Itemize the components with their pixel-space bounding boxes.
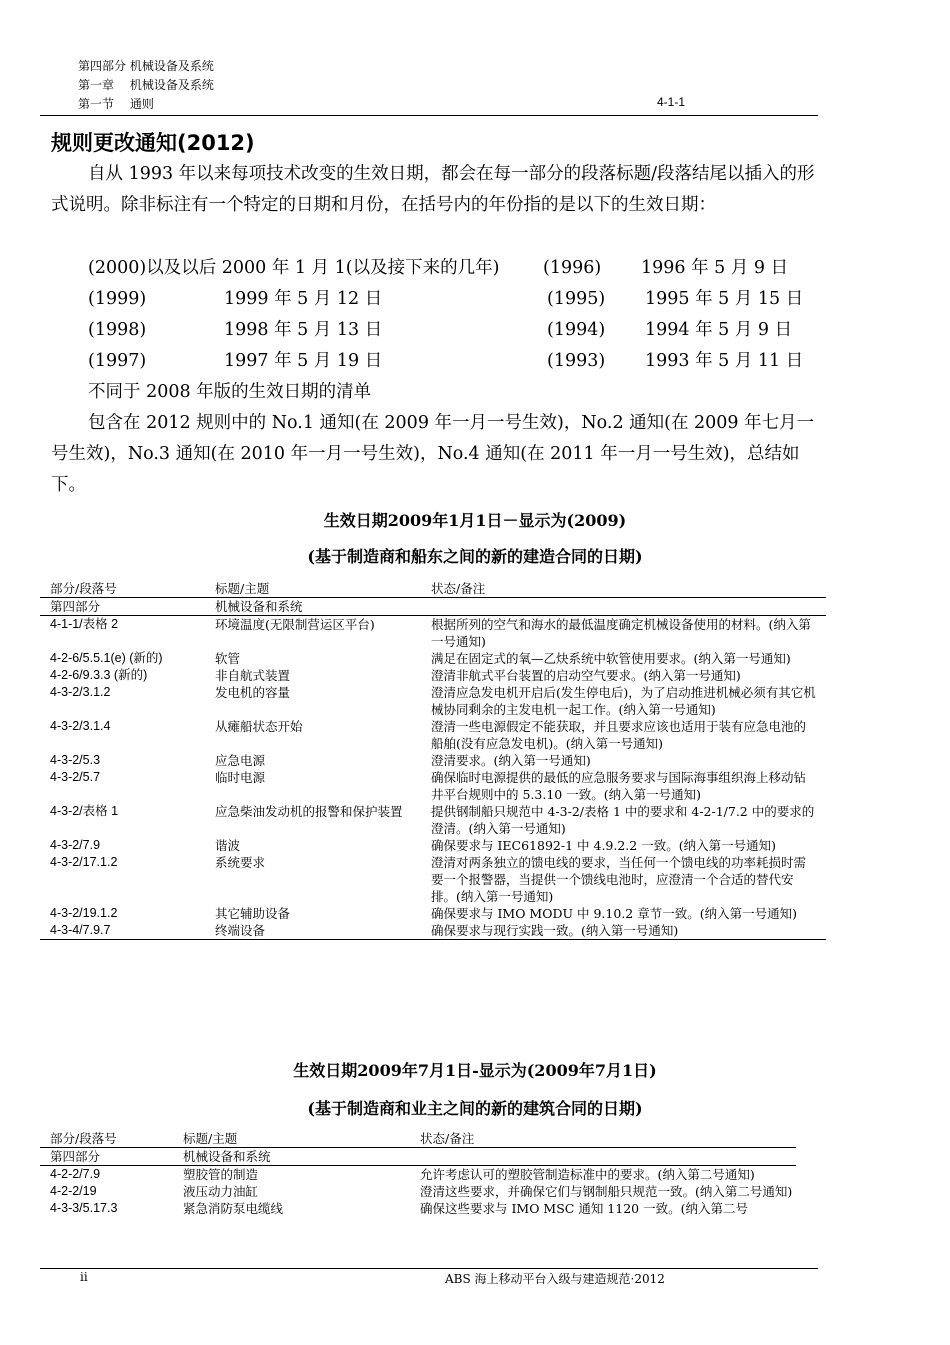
table-part-row [40, 598, 826, 616]
row-status: 澄清对两条独立的馈电线的要求，当任何一个馈电线的功率耗损时需要一个报警器，当提供一个馈线电池时，应澄清一个合适的替代安排。(纳入第一号通知) [431, 855, 807, 904]
eff-date-4: 1997 年 5 月 19 日 [224, 351, 383, 371]
row-status: 确保要求与现行实践一致。(纳入第一号通知) [431, 923, 679, 938]
eff-code-2: (1999) [88, 289, 147, 309]
row-ref: 4-2-2/7.9 [50, 1167, 101, 1181]
row-title: 紧急消防泵电缆线 [183, 1201, 284, 1216]
row-title: 液压动力油缸 [183, 1184, 259, 1199]
row-ref: 4-3-2/5.7 [50, 770, 101, 784]
eff-date-2: 1999 年 5 月 12 日 [224, 289, 383, 309]
header-part: 第四部分 机械设备及系统 [78, 59, 214, 73]
note-differences: 不同于 2008 年版的生效日期的清单 [88, 382, 372, 402]
row-status: 澄清非航式平台装置的启动空气要求。(纳入第一号通知) [431, 668, 741, 683]
row-status: 满足在固定式的氧—乙炔系统中软管使用要求。(纳入第一号通知) [431, 651, 791, 666]
row-status: 澄清这些要求，并确保它们与钢制船只规范一致。(纳入第二号通知) [420, 1184, 793, 1199]
row-ref: 4-3-3/5.17.3 [50, 1201, 118, 1215]
row-status: 提供钢制船只规范中 4-3-2/表格 1 中的要求和 4-2-1/7.2 中的要求的澄清。(纳入第一号通知) [431, 804, 815, 836]
header-rule [40, 115, 818, 116]
section1-title: 生效日期2009年1月1日－显示为(2009) [323, 511, 627, 530]
table-row [40, 616, 826, 651]
page-title: 规则更改通知(2012) [51, 131, 255, 155]
row-title: 从瘫船状态开始 [215, 719, 303, 734]
note-summary: 包含在 2012 规则中的 No.1 通知(在 2009 年一月一号生效)，No.2 通知(在 2009 年七月一号生效)，No.3 通知(在 2010 年一月一号生效)，No.4 通知(在 2011 年一月一号生效)，总结如下。 [51, 413, 815, 495]
eff-date-3: 1998 年 5 月 13 日 [224, 320, 383, 340]
table-row [40, 752, 826, 769]
col-header-section: 部分/段落号 [40, 580, 215, 598]
row-ref: 4-1-1/表格 2 [50, 617, 119, 631]
row-title: 非自航式装置 [215, 668, 291, 683]
eff-date2-4: 1993 年 5 月 11 日 [645, 351, 804, 371]
header-section: 第一节 通则 [78, 97, 154, 111]
table-row [40, 854, 826, 905]
row-ref: 4-2-6/5.5.1(e) (新的) [50, 651, 163, 665]
row-status: 允许考虑认可的塑胶管制造标准中的要求。(纳入第二号通知) [420, 1167, 755, 1182]
row-ref: 4-3-2/3.1.4 [50, 719, 111, 733]
table-row [40, 769, 826, 803]
table-row [40, 1166, 796, 1184]
table-row [40, 667, 826, 684]
page-code: 4-1-1 [657, 95, 686, 109]
col-header-status: 状态/备注 [431, 580, 826, 598]
table-row [40, 718, 826, 752]
row-title: 塑胶管的制造 [183, 1167, 259, 1182]
table-row [40, 837, 826, 854]
row-title: 发电机的容量 [215, 685, 291, 700]
eff-date2-2: 1995 年 5 月 15 日 [645, 289, 804, 309]
row-status: 确保要求与 IMO MODU 中 9.10.2 章节一致。(纳入第一号通知) [431, 906, 797, 921]
col-header-title: 标题/主题 [183, 1130, 420, 1148]
part-title: 机械设备和系统 [183, 1148, 420, 1166]
row-ref: 4-2-6/9.3.3 (新的) [50, 668, 148, 682]
row-ref: 4-3-2/5.3 [50, 753, 101, 767]
table-row [40, 922, 826, 940]
row-status: 澄清应急发电机开启后(发生停电后)，为了启动推进机械必须有其它机械协同剩余的主发电机一起工作。(纳入第一号通知) [431, 685, 816, 717]
table-row [40, 1200, 796, 1217]
section2-subtitle: (基于制造商和业主之间的新的建筑合同的日期) [307, 1099, 643, 1118]
row-ref: 4-3-2/17.1.2 [50, 855, 118, 869]
row-title: 应急柴油发动机的报警和保护装置 [215, 804, 403, 819]
footer-page-number: ii [80, 1270, 88, 1284]
eff-code-1: (2000)以及以后 2000 年 1 月 1(以及接下来的几年) [88, 258, 500, 278]
table-row [40, 650, 826, 667]
row-title: 环境温度(无限制营运区平台) [215, 617, 375, 632]
table-row [40, 905, 826, 922]
part-title: 机械设备和系统 [215, 598, 431, 616]
part-label: 第四部分 [40, 598, 215, 616]
part-label: 第四部分 [40, 1148, 183, 1166]
row-title: 终端设备 [215, 923, 266, 938]
row-title: 其它辅助设备 [215, 906, 291, 921]
row-status: 澄清一些电源假定不能获取，并且要求应该也适用于装有应急电池的船舶(没有应急发电机)。(纳入第一号通知) [431, 719, 807, 751]
footer-rule [40, 1268, 818, 1269]
row-title: 应急电源 [215, 753, 266, 768]
row-status: 确保临时电源提供的最低的应急服务要求与国际海事组织海上移动钻井平台规则中的 5.3.10 一致。(纳入第一号通知) [431, 770, 807, 802]
row-ref: 4-3-4/7.9.7 [50, 923, 111, 937]
eff-code2-2: (1995) [547, 289, 606, 309]
row-status: 根据所列的空气和海水的最低温度确定机械设备使用的材料。(纳入第一号通知) [431, 617, 811, 649]
eff-code2-4: (1993) [547, 351, 606, 371]
section2-title: 生效日期2009年7月1日-显示为(2009年7月1日) [293, 1061, 657, 1080]
eff-code-4: (1997) [88, 351, 147, 371]
eff-date2-3: 1994 年 5 月 9 日 [645, 320, 793, 340]
row-title: 谐波 [215, 838, 241, 853]
row-status: 澄清要求。(纳入第一号通知) [431, 753, 591, 768]
row-title: 系统要求 [215, 855, 266, 870]
eff-date2-1: 1996 年 5 月 9 日 [641, 258, 789, 278]
row-title: 软管 [215, 651, 241, 666]
section1-subtitle: (基于制造商和船东之间的新的建造合同的日期) [307, 547, 643, 566]
row-title: 临时电源 [215, 770, 266, 785]
table-row [40, 803, 826, 837]
eff-code2-3: (1994) [547, 320, 606, 340]
row-ref: 4-3-2/3.1.2 [50, 685, 111, 699]
footer-title: ABS 海上移动平台入级与建造规范·2012 [445, 1272, 665, 1286]
table-part-row [40, 1148, 796, 1166]
row-ref: 4-3-2/19.1.2 [50, 906, 118, 920]
row-status: 确保这些要求与 IMO MSC 通知 1120 一致。(纳入第二号 [420, 1201, 748, 1216]
col-header-title: 标题/主题 [215, 580, 431, 598]
table-header-row [40, 580, 826, 598]
col-header-section: 部分/段落号 [40, 1130, 183, 1148]
row-status: 确保要求与 IEC61892-1 中 4.9.2.2 一致。(纳入第一号通知) [431, 838, 776, 853]
intro-paragraph: 自从 1993 年以来每项技术改变的生效日期，都会在每一部分的段落标题/段落结尾以插入的形式说明。除非标注有一个特定的日期和月份，在括号内的年份指的是以下的生效日期： [51, 164, 815, 215]
row-ref: 4-2-2/19 [50, 1184, 97, 1198]
table-row [40, 1183, 796, 1200]
table-row [40, 684, 826, 718]
eff-code2-1: (1996) [543, 258, 602, 278]
header-chapter: 第一章 机械设备及系统 [78, 78, 214, 92]
col-header-status: 状态/备注 [420, 1130, 796, 1148]
section2-table [40, 1130, 796, 1217]
table-header-row [40, 1130, 796, 1148]
row-ref: 4-3-2/7.9 [50, 838, 101, 852]
section1-table [40, 580, 826, 940]
row-ref: 4-3-2/表格 1 [50, 804, 119, 818]
eff-code-3: (1998) [88, 320, 147, 340]
